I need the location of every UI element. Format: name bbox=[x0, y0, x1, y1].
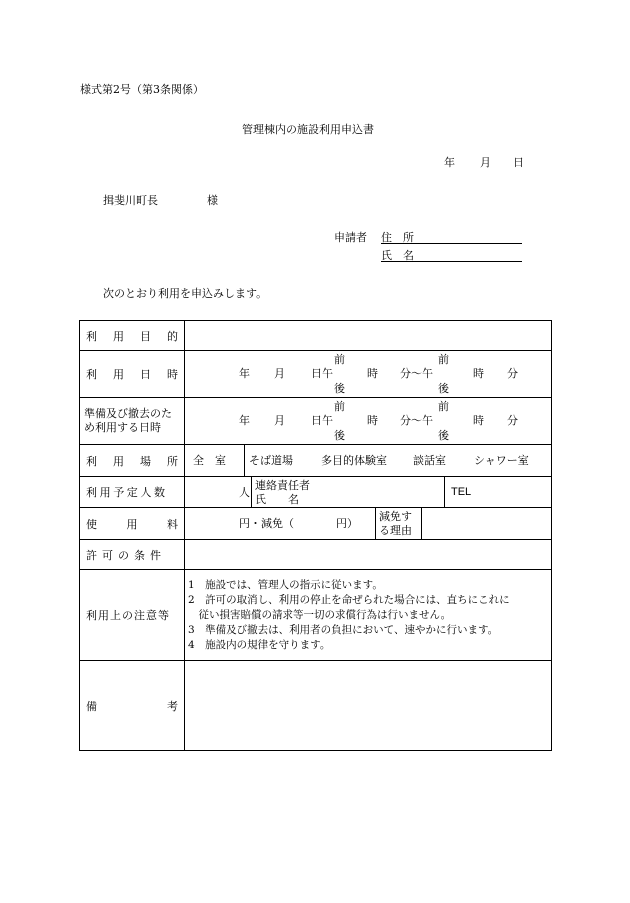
place-divider bbox=[244, 445, 245, 476]
prep-label-cell bbox=[80, 398, 185, 445]
row-remarks bbox=[80, 661, 552, 751]
datetime-pm-end: 後 bbox=[438, 382, 449, 395]
datetime-label-char: 用 bbox=[113, 368, 124, 381]
row-datetime bbox=[80, 351, 552, 398]
tel-divider bbox=[444, 477, 445, 507]
row-notes bbox=[80, 570, 552, 661]
note-item: 2 許可の取消し、利用の停止を命ぜられた場合には、直ちにこれに bbox=[188, 593, 510, 606]
datetime-minute-end: 分 bbox=[507, 367, 518, 380]
application-table bbox=[79, 320, 552, 751]
place-option-soba-dojo[interactable]: そば道場 bbox=[249, 454, 293, 467]
addressee: 揖斐川町長 bbox=[103, 194, 158, 207]
row-conditions bbox=[80, 540, 552, 570]
place-label-char: 利 bbox=[86, 454, 97, 468]
prep-year: 年 bbox=[239, 414, 250, 427]
datetime-year: 年 bbox=[239, 367, 250, 380]
conditions-input-cell[interactable] bbox=[185, 540, 552, 570]
datetime-month: 月 bbox=[274, 367, 285, 380]
address-field-line[interactable] bbox=[381, 243, 522, 244]
notes-cell bbox=[185, 570, 552, 661]
applicant-label: 申請者 bbox=[334, 231, 367, 244]
notes-label-cell bbox=[80, 570, 185, 661]
row-attendees bbox=[80, 477, 552, 508]
prep-hour-end: 時 bbox=[473, 414, 484, 427]
row-prep-datetime bbox=[80, 398, 552, 445]
place-option-multipurpose-room[interactable]: 多目的体験室 bbox=[321, 454, 387, 467]
addressee-honorific: 様 bbox=[207, 194, 218, 207]
datetime-am-end: 前 bbox=[438, 353, 449, 366]
prep-hour-start: 時 bbox=[367, 414, 378, 427]
contact-person-label: 連絡責任者 bbox=[255, 479, 310, 492]
place-option-shower-room[interactable]: シャワー室 bbox=[474, 454, 529, 467]
remarks-label-char: 考 bbox=[167, 699, 178, 713]
exemption-reason-line2: る理由 bbox=[379, 524, 412, 537]
prep-minute-end: 分 bbox=[507, 414, 518, 427]
datetime-minute-to: 分〜午 bbox=[400, 367, 433, 380]
fee-yen-close: 円） bbox=[336, 517, 358, 530]
place-label-char: 用 bbox=[113, 454, 124, 468]
remarks-label-char: 備 bbox=[86, 699, 97, 713]
date-month-label: 月 bbox=[480, 156, 491, 169]
prep-input-cell[interactable] bbox=[185, 398, 552, 445]
note-item: 4 施設内の規律を守ります。 bbox=[188, 638, 331, 651]
attendees-label: 利用予定人数 bbox=[86, 486, 168, 499]
datetime-hour-start: 時 bbox=[367, 367, 378, 380]
fee-yen-exemption: 円・減免（ bbox=[239, 517, 294, 530]
datetime-label-char: 日 bbox=[140, 368, 151, 381]
fee-divider bbox=[375, 508, 376, 539]
datetime-hour-end: 時 bbox=[473, 367, 484, 380]
row-place bbox=[80, 445, 552, 477]
fee-label-char: 料 bbox=[167, 517, 178, 531]
purpose-input-cell[interactable] bbox=[185, 321, 552, 351]
datetime-input-cell[interactable] bbox=[185, 351, 552, 398]
prep-go: 午 bbox=[322, 414, 333, 427]
place-label-char: 場 bbox=[140, 454, 151, 468]
prep-label-line2: め利用する日時 bbox=[84, 421, 161, 434]
exemption-reason-input[interactable] bbox=[422, 508, 552, 539]
tel-label: TEL bbox=[451, 486, 472, 498]
prep-month: 月 bbox=[274, 414, 285, 427]
row-fee bbox=[80, 508, 552, 540]
intro-text: 次のとおり利用を申込みします。 bbox=[103, 287, 268, 300]
fee-label-cell bbox=[80, 508, 185, 540]
remarks-label-cell bbox=[80, 661, 185, 751]
place-option-all[interactable]: 全 室 bbox=[193, 454, 226, 467]
form-title: 管理棟内の施設利用申込書 bbox=[242, 123, 374, 136]
purpose-label-char: 目 bbox=[140, 329, 151, 343]
place-label-cell bbox=[80, 445, 185, 477]
note-item: 1 施設では、管理人の指示に従います。 bbox=[188, 578, 383, 591]
prep-pm-end: 後 bbox=[438, 429, 449, 442]
prep-pm-start: 後 bbox=[334, 429, 345, 442]
attendees-divider bbox=[251, 477, 252, 507]
fee-label-char: 使 bbox=[86, 517, 97, 531]
datetime-label-char: 時 bbox=[167, 368, 178, 381]
prep-label-line1: 準備及び撤去のた bbox=[84, 407, 172, 420]
name-label: 氏 名 bbox=[381, 249, 414, 262]
purpose-label-char: 用 bbox=[113, 329, 124, 343]
prep-am-start: 前 bbox=[334, 400, 345, 413]
attendees-cell bbox=[185, 477, 552, 508]
notes-label: 利用上の注意等 bbox=[86, 609, 170, 622]
attendees-unit: 人 bbox=[239, 486, 250, 499]
attendees-label-cell bbox=[80, 477, 185, 508]
prep-am-end: 前 bbox=[438, 400, 449, 413]
address-label: 住 所 bbox=[381, 231, 414, 244]
fee-cell bbox=[185, 508, 552, 540]
note-item: 3 準備及び撤去は、利用者の負担において、速やかに行います。 bbox=[188, 623, 499, 636]
place-option-lounge[interactable]: 談話室 bbox=[413, 454, 446, 467]
datetime-go: 午 bbox=[322, 367, 333, 380]
prep-minute-to: 分〜午 bbox=[400, 414, 433, 427]
conditions-label: 許可の条件 bbox=[86, 548, 166, 562]
datetime-pm-start: 後 bbox=[334, 382, 345, 395]
datetime-am-start: 前 bbox=[334, 353, 345, 366]
conditions-label-cell bbox=[80, 540, 185, 570]
date-day-label: 日 bbox=[513, 156, 524, 169]
purpose-label-char: 的 bbox=[167, 329, 178, 343]
prep-day: 日 bbox=[311, 414, 322, 427]
fee-label-char: 用 bbox=[126, 517, 138, 531]
datetime-label-cell bbox=[80, 351, 185, 398]
row-purpose bbox=[80, 321, 552, 351]
contact-name-label: 氏 名 bbox=[255, 493, 299, 506]
date-year-label: 年 bbox=[444, 156, 455, 169]
place-label-char: 所 bbox=[167, 454, 178, 468]
purpose-label-cell bbox=[80, 321, 185, 351]
place-options-cell bbox=[185, 445, 552, 477]
datetime-label-char: 利 bbox=[86, 368, 97, 381]
purpose-label-char: 利 bbox=[86, 329, 97, 343]
form-number: 様式第2号（第3条関係） bbox=[80, 83, 204, 96]
name-field-line[interactable] bbox=[381, 261, 522, 262]
exemption-reason-line1: 減免す bbox=[379, 510, 412, 523]
remarks-input-cell[interactable] bbox=[185, 661, 552, 751]
note-item: 従い損害賠償の請求等一切の求償行為は行いません。 bbox=[188, 608, 452, 621]
datetime-day: 日 bbox=[311, 367, 322, 380]
